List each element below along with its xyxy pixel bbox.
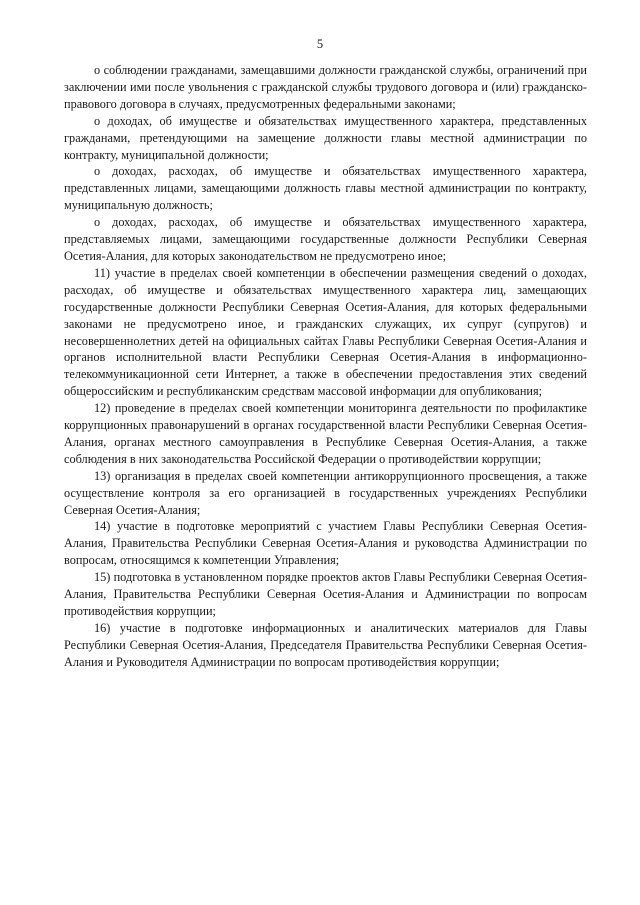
paragraph-income-state-positions: о доходах, расходах, об имуществе и обязательствах имущественного характера, представляемых лицами, замещающими государственные должности Республики Северная Осетия-Алания, для которых законодательством не предусмотрено иное; [64,215,587,263]
paragraph-item-11: 11) участие в пределах своей компетенции в обеспечении размещения сведений о доходах, расходах, об имуществе и обязательствах имущественного характера лиц, замещающих государственные должности Республики Северная Осетия-Алания, для которых федеральными законами не предусмотрено иное, и гражданских служащих, их супруг (супругов) и несовершеннолетних детей на официальных сайтах Главы Республики Северная Осетия-Алания и органов исполнительной власти Республики Северная Осетия-Алания в информационно-телекоммуникационной сети Интернет, а также в обеспечении предоставления этих сведений общероссийским и республиканским средствам массовой информации для опубликования; [64,265,587,399]
paragraph-item-13: 13) организация в пределах своей компетенции антикоррупционного просвещения, а также осуществление контроля за его организацией в государственных учреждениях Республики Северная Осетия-Алания; [64,468,587,517]
paragraph-item-16: 16) участие в подготовке информационных и аналитических материалов для Главы Республики Северная Осетия-Алания, Председателя Правительства Республики Северная Осетия-Алания и Руководителя Администрации по вопросам противодействия коррупции; [64,620,587,669]
paragraph-compliance-restrictions: о соблюдении гражданами, замещавшими должности гражданской службы, ограничений при заключении ими после увольнения с гражданской службы трудового договора и (или) гражданско-правового договора в случаях, предусмотренных федеральными законами; [64,63,587,111]
paragraph-item-14: 14) участие в подготовке мероприятий с участием Главы Республики Северная Осетия-Алания, Правительства Республики Северная Осетия-Алания и руководства Администрации по вопросам, относящимся к компетенции Управления; [64,519,587,568]
page-number: 5 [316,37,324,51]
paragraph-item-15: 15) подготовка в установленном порядке проектов актов Главы Республики Северная Осетия-Алания, Правительства Республики Северная Осетия-Алания и Администрации по вопросам противодействия коррупции; [64,570,587,618]
paragraph-income-candidates: о доходах, об имуществе и обязательствах имущественного характера, представленных гражданами, претендующими на замещение должности главы местной администрации по контракту, муниципальной должности; [64,113,587,162]
document-body [64,62,587,671]
paragraph-item-12: 12) проведение в пределах своей компетенции мониторинга деятельности по профилактике коррупционных правонарушений в органах государственной власти Республики Северная Осетия-Алания, органах местного самоуправления в Республике Северная Осетия-Алания, а также соблюдения в них законодательства Российской Федерации о противодействии коррупции; [64,401,587,466]
paragraph-income-local-heads: о доходах, расходах, об имуществе и обязательствах имущественного характера, представленных лицами, замещающими должность главы местной администрации по контракту, муниципальную должность; [64,164,587,213]
